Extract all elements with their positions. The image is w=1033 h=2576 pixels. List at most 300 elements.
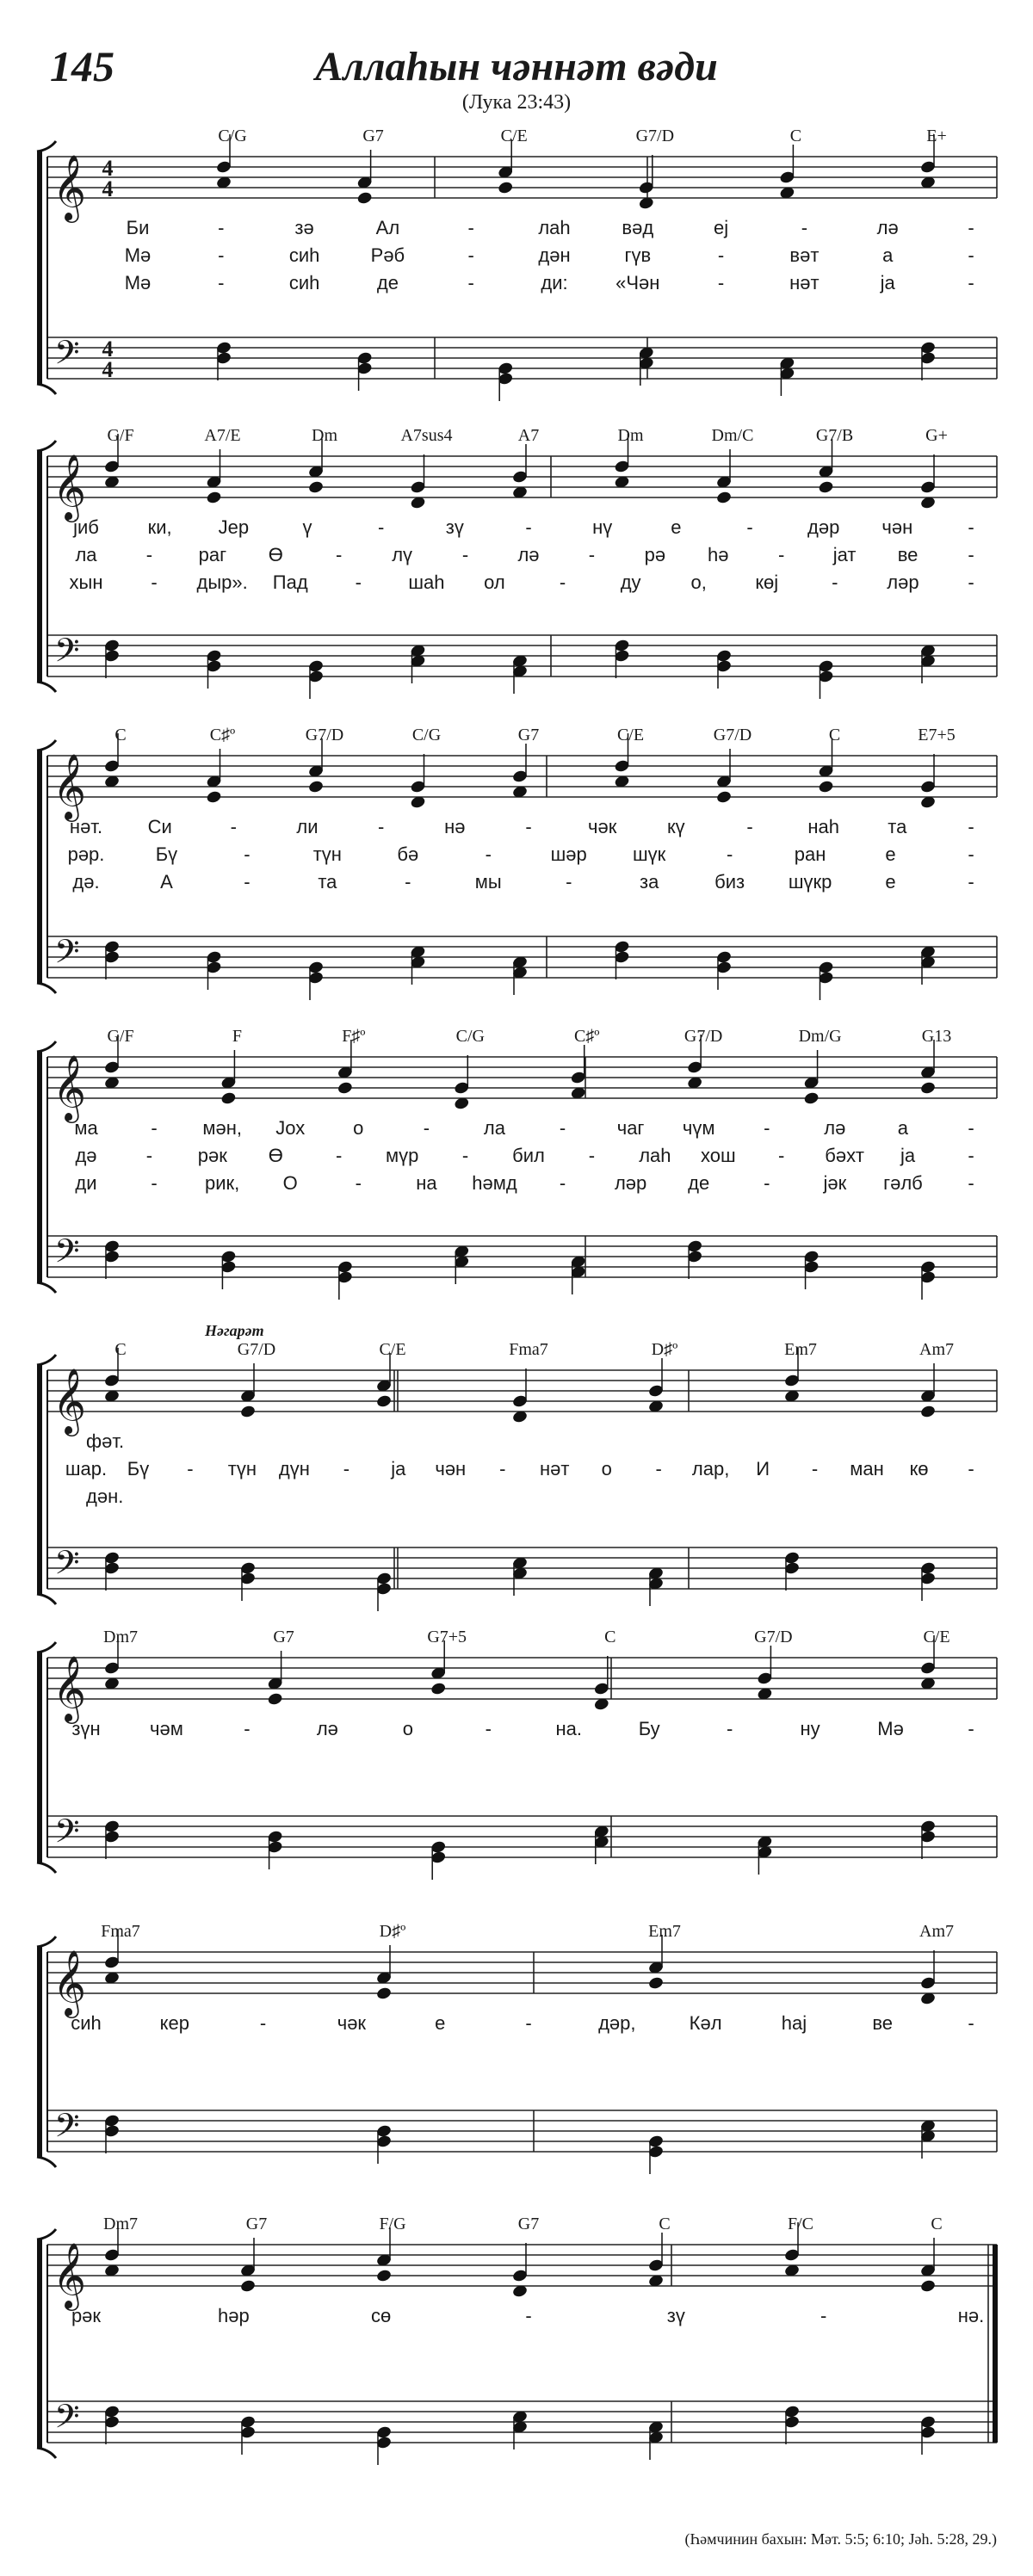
lyric-syllable: чән	[435, 1458, 467, 1480]
lyric-syllable: -	[968, 516, 974, 538]
lyric-syllable: на	[416, 1172, 437, 1194]
lyric-syllable: сө	[371, 2305, 392, 2326]
note-head	[715, 491, 732, 505]
chord-symbol: Fma7	[509, 1340, 548, 1359]
lyric-syllable: -	[726, 843, 733, 865]
lyric-syllable: ләр	[887, 571, 919, 593]
system-bracket	[37, 2239, 42, 2448]
lyric-syllable: ки,	[147, 516, 172, 538]
lyric-syllable: зә	[294, 217, 314, 238]
lyric-syllable: ү	[302, 516, 312, 538]
lyric-syllable: -	[259, 2012, 267, 2034]
lyric-syllable: -	[145, 1145, 153, 1166]
chord-symbol: D♯º	[651, 1340, 678, 1359]
lyric-syllable: -	[461, 1145, 469, 1166]
lyric-syllable: -	[655, 1458, 662, 1480]
lyric-syllable: Кәл	[689, 2012, 722, 2034]
lyric-syllable: -	[355, 571, 362, 593]
lyric-syllable: -	[717, 244, 725, 266]
system-bracket	[37, 151, 42, 384]
lyric-syllable: рик,	[205, 1172, 240, 1194]
lyric-syllable: јат	[832, 544, 857, 565]
system-4	[37, 1035, 997, 1300]
lyric-syllable: -	[218, 217, 225, 238]
lyric-syllable: -	[778, 1145, 785, 1166]
note-head	[803, 1091, 820, 1106]
chord-symbol: Dm/C	[711, 426, 754, 445]
lyric-syllable: нәт	[540, 1458, 570, 1480]
lyric-syllable: шүк	[633, 843, 666, 865]
lyric-syllable: рә	[644, 544, 666, 565]
lyric-syllable: шаһ	[408, 571, 445, 593]
lyric-syllable: һә	[708, 544, 729, 565]
note-head	[919, 2279, 936, 2294]
lyric-syllable: -	[405, 871, 411, 893]
chord-symbol: G7/D	[635, 127, 675, 145]
lyric-syllable: ди	[75, 1172, 97, 1194]
lyric-syllable: -	[467, 244, 474, 266]
chord-symbol: A7sus4	[400, 426, 453, 445]
lyric-syllable: -	[525, 816, 532, 837]
lyric-syllable: лар,	[691, 1458, 730, 1480]
note-head	[375, 2269, 392, 2283]
lyric-syllable: -	[461, 544, 469, 565]
lyric-syllable: -	[801, 217, 808, 238]
bass-clef: 𝄢	[54, 1812, 80, 1858]
chord-symbol: C	[789, 127, 802, 145]
chord-symbol: C	[931, 2215, 943, 2233]
treble-clef: 𝄞	[53, 1949, 87, 2016]
lyric-syllable: -	[244, 871, 251, 893]
time-signature-denominator: 4	[102, 357, 114, 382]
lyric-syllable: -	[968, 272, 974, 293]
lyric-syllable: -	[968, 217, 974, 238]
lyric-syllable: -	[525, 2012, 532, 2034]
chord-symbol: G7	[517, 2215, 540, 2233]
lyric-syllable: хын	[69, 571, 103, 593]
lyric-syllable: -	[151, 1117, 158, 1139]
lyric-syllable: -	[499, 1458, 506, 1480]
chord-symbol: E+	[926, 127, 947, 145]
chord-symbol: C	[114, 726, 127, 744]
lyric-syllable: мән,	[202, 1117, 242, 1139]
lyric-syllable: Рәб	[370, 244, 405, 266]
note-head	[715, 790, 732, 805]
chord-symbol: Em7	[784, 1340, 817, 1359]
note-head	[647, 1976, 664, 1991]
lyric-syllable: Пад	[272, 571, 308, 593]
lyric-syllable: сиһ	[71, 2012, 102, 2034]
bass-clef: 𝄢	[54, 1543, 80, 1590]
lyric-syllable: -	[343, 1458, 350, 1480]
bracket-hook-top	[37, 1355, 56, 1365]
lyric-syllable: о	[601, 1458, 612, 1480]
lyric-syllable: -	[218, 272, 225, 293]
note-head	[307, 780, 324, 794]
lyric-syllable: -	[485, 843, 492, 865]
note-head	[919, 1405, 936, 1419]
chord-symbol: C/E	[923, 1628, 950, 1646]
lyric-syllable: бил	[512, 1145, 545, 1166]
lyric-syllable: көј	[755, 571, 779, 593]
lyric-syllable: -	[746, 816, 753, 837]
lyric-syllable: -	[378, 516, 385, 538]
lyric-syllable: -	[467, 217, 474, 238]
chord-symbol: Am7	[919, 1922, 954, 1941]
chord-symbol: F/G	[379, 2215, 406, 2233]
lyric-syllable: лаһ	[538, 217, 571, 238]
bracket-hook-top	[37, 1642, 56, 1652]
chord-symbol: Fma7	[101, 1922, 140, 1941]
lyric-syllable: -	[559, 1117, 566, 1139]
lyric-syllable: шар.	[65, 1458, 108, 1480]
time-signature-numerator: 4	[102, 156, 114, 181]
lyric-syllable: -	[811, 1458, 819, 1480]
bass-clef: 𝄢	[54, 1232, 80, 1278]
chord-symbol: G7	[517, 726, 540, 744]
lyric-syllable: зүн	[71, 1718, 101, 1739]
lyric-syllable: на.	[555, 1718, 582, 1739]
lyric-syllable: ну	[800, 1718, 820, 1739]
lyric-syllable: -	[559, 1172, 566, 1194]
chord-symbol: E7+5	[918, 726, 956, 744]
lyric-syllable: бәхт	[825, 1145, 864, 1166]
lyric-syllable: шәр	[550, 843, 587, 865]
chord-symbol: Am7	[919, 1340, 954, 1359]
note-head	[356, 191, 373, 206]
lyric-syllable: за	[640, 871, 659, 893]
treble-clef: 𝄞	[53, 454, 87, 520]
lyric-syllable: о	[353, 1117, 364, 1139]
lyric-syllable: е	[435, 2012, 446, 2034]
lyric-syllable: -	[588, 544, 596, 565]
lyric-syllable: «Чән	[615, 272, 660, 293]
lyric-syllable: -	[378, 816, 385, 837]
chord-symbol: F♯º	[342, 1027, 366, 1046]
lyric-syllable: чәм	[150, 1718, 183, 1739]
lyric-syllable: кө	[909, 1458, 929, 1480]
lyric-syllable: -	[151, 571, 158, 593]
bracket-hook-top	[37, 141, 56, 151]
lyric-syllable: Мә	[124, 244, 152, 266]
lyric-syllable: е	[885, 871, 896, 893]
system-8	[37, 2222, 998, 2465]
bracket-hook-bottom	[37, 983, 56, 993]
lyric-syllable: түн	[312, 843, 342, 865]
lyric-syllable: наһ	[807, 816, 839, 837]
lyric-syllable: -	[764, 1117, 770, 1139]
lyric-syllable: е	[671, 516, 682, 538]
note-head	[818, 780, 834, 794]
chord-symbol: C/E	[500, 127, 528, 145]
lyric-syllable: Би	[126, 217, 150, 238]
lyric-syllable: -	[559, 571, 566, 593]
lyric-syllable: ве	[872, 2012, 894, 2034]
lyric-syllable: А	[160, 871, 173, 893]
lyric-syllable: рәр.	[67, 843, 105, 865]
note-head	[307, 480, 324, 495]
chord-symbol: Em7	[648, 1922, 681, 1941]
lyric-syllable: дән.	[86, 1486, 124, 1507]
chord-symbol: G/F	[107, 426, 134, 445]
lyric-syllable: Бу	[638, 1718, 660, 1739]
lyric-syllable: кер	[159, 2012, 189, 2034]
lyric-syllable: Мә	[877, 1718, 904, 1739]
chord-symbol: G7/D	[237, 1340, 276, 1359]
chord-symbol: Dm	[312, 426, 337, 445]
chord-symbol: C/G	[455, 1027, 485, 1046]
system-7	[37, 1930, 997, 2174]
chord-symbol: G7/D	[754, 1628, 793, 1646]
chord-symbol: G7	[245, 2215, 268, 2233]
treble-clef: 𝄞	[53, 1368, 87, 1434]
lyric-syllable: биз	[714, 871, 745, 893]
lyric-syllable: -	[968, 816, 974, 837]
bass-clef: 𝄢	[54, 2397, 80, 2443]
note-head	[498, 181, 514, 195]
lyric-syllable: чән	[881, 516, 913, 538]
bracket-hook-top	[37, 2229, 56, 2239]
lyric-syllable: дә.	[72, 871, 100, 893]
chord-symbol: G7	[273, 1628, 294, 1646]
lyric-syllable: лә	[517, 544, 540, 565]
chord-symbol: C	[114, 1340, 127, 1359]
lyric-syllable: нү	[592, 516, 613, 538]
bracket-hook-top	[37, 441, 56, 451]
lyric-syllable: -	[968, 1145, 974, 1166]
lyric-syllable: -	[525, 516, 532, 538]
treble-clef: 𝄞	[53, 1655, 87, 1721]
chord-symbol: G7+5	[427, 1628, 467, 1646]
lyric-syllable: -	[968, 1172, 974, 1194]
chord-symbol: C	[604, 1628, 616, 1646]
lyric-syllable: -	[968, 571, 974, 593]
system-2	[37, 434, 997, 699]
lyric-syllable: -	[218, 244, 225, 266]
bracket-hook-bottom	[37, 384, 56, 394]
bass-clef: 𝄢	[54, 631, 80, 677]
lyric-syllable: зү	[445, 516, 464, 538]
lyric-syllable: раг	[198, 544, 227, 565]
lyric-syllable: -	[230, 816, 237, 837]
chord-symbol: Dm/G	[798, 1027, 842, 1046]
chord-symbol: F	[232, 1027, 242, 1046]
lyric-syllable: -	[746, 516, 753, 538]
lyric-syllable: -	[820, 2305, 827, 2326]
bracket-hook-bottom	[37, 682, 56, 692]
chord-symbol: D♯º	[379, 1922, 406, 1941]
lyric-syllable: чаг	[616, 1117, 645, 1139]
system-bracket	[37, 1365, 42, 1594]
note-head	[206, 491, 222, 505]
lyric-syllable: де	[376, 272, 399, 293]
lyric-syllable: -	[968, 1458, 974, 1480]
bracket-hook-bottom	[37, 2448, 56, 2458]
chord-symbol: G7/D	[305, 726, 344, 744]
scripture-reference: (Лука 23:43)	[461, 91, 572, 114]
lyric-syllable: Бү	[127, 1458, 150, 1480]
lyric-syllable: а	[882, 244, 894, 266]
lyric-syllable: а	[897, 1117, 909, 1139]
lyric-syllable: -	[778, 544, 785, 565]
lyric-syllable: о,	[690, 571, 707, 593]
bracket-hook-top	[37, 1937, 56, 1947]
lyric-syllable: -	[968, 843, 974, 865]
lyric-syllable: фәт.	[86, 1430, 125, 1452]
hymn-title: Аллаһын чәннәт вәди	[315, 44, 718, 90]
lyric-syllable: -	[485, 1718, 492, 1739]
lyric-syllable: һәмд	[472, 1172, 517, 1194]
lyric-syllable: ма	[74, 1117, 98, 1139]
final-barline-thick	[993, 2245, 998, 2443]
lyric-syllable: ди:	[541, 272, 568, 293]
system-6	[37, 1635, 997, 1880]
lyric-syllable: -	[717, 272, 725, 293]
lyric-syllable: ја	[900, 1145, 916, 1166]
bass-clef: 𝄢	[54, 932, 80, 979]
lyric-syllable: -	[336, 544, 343, 565]
lyric-syllable: лә	[316, 1718, 338, 1739]
lyric-syllable: Ө	[268, 1145, 283, 1166]
lyric-syllable: лә	[876, 217, 899, 238]
lyric-syllable: кү	[667, 816, 685, 837]
system-bracket	[37, 451, 42, 682]
chord-symbol: G/F	[107, 1027, 134, 1046]
lyric-syllable: дыр».	[196, 571, 248, 593]
lyric-syllable: түн	[227, 1458, 257, 1480]
chord-symbol: Dm7	[103, 1628, 138, 1646]
lyric-syllable: гүв	[624, 244, 652, 266]
bracket-hook-top	[37, 1041, 56, 1052]
lyric-syllable: -	[968, 544, 974, 565]
system-5	[37, 1348, 997, 1611]
chord-symbol: A7	[517, 426, 540, 445]
lyric-syllable: -	[968, 1117, 974, 1139]
lyric-syllable: е	[885, 843, 896, 865]
lyric-syllable: шүкр	[788, 871, 832, 893]
note-head	[919, 1081, 936, 1096]
lyric-syllable: рәк	[71, 2305, 102, 2326]
lyric-syllable: -	[244, 843, 251, 865]
chord-symbol: Dm7	[103, 2215, 138, 2233]
note-head	[430, 1682, 447, 1696]
lyric-syllable: дүн	[278, 1458, 310, 1480]
lyric-syllable: ја	[391, 1458, 406, 1480]
bass-clef: 𝄢	[54, 333, 80, 380]
lyric-syllable: ман	[850, 1458, 884, 1480]
lyric-syllable: дән	[538, 244, 571, 266]
note-head	[818, 480, 834, 495]
lyric-syllable: зү	[666, 2305, 685, 2326]
lyric-syllable: һај	[781, 2012, 807, 2034]
lyric-syllable: ве	[897, 544, 919, 565]
lyric-syllable: Јох	[275, 1117, 306, 1139]
lyric-syllable: лаһ	[639, 1145, 671, 1166]
lyric-syllable: рәк	[197, 1145, 227, 1166]
lyric-syllable: сиһ	[288, 272, 320, 293]
lyric-syllable: дәр	[807, 516, 840, 538]
note-head	[220, 1091, 237, 1106]
note-head	[267, 1692, 283, 1707]
chord-symbol: G7/D	[684, 1027, 723, 1046]
lyric-syllable: ду	[620, 571, 641, 593]
lyric-syllable: -	[525, 2305, 532, 2326]
treble-clef: 𝄞	[53, 154, 87, 220]
lyric-syllable: Јер	[218, 516, 250, 538]
lyric-syllable: ран	[794, 843, 826, 865]
lyric-syllable: И	[756, 1458, 770, 1480]
lyric-syllable: ла	[75, 544, 97, 565]
lyric-syllable: О	[282, 1172, 298, 1194]
lyric-syllable: Си	[147, 816, 172, 837]
lyric-syllable: де	[688, 1172, 710, 1194]
lyric-syllable: -	[336, 1145, 343, 1166]
system-bracket	[37, 1652, 42, 1863]
chord-symbol: G+	[925, 426, 948, 445]
lyric-syllable: -	[968, 2012, 974, 2034]
lyric-syllable: лү	[392, 544, 413, 565]
lyric-syllable: -	[968, 244, 974, 266]
lyric-syllable: вәт	[789, 244, 820, 266]
bracket-hook-bottom	[37, 1594, 56, 1604]
lyric-syllable: та	[888, 816, 907, 837]
bass-clef: 𝄢	[54, 2106, 80, 2153]
lyric-syllable: -	[832, 571, 838, 593]
bracket-hook-bottom	[37, 1282, 56, 1293]
lyric-syllable: ла	[483, 1117, 506, 1139]
hymn-number: 145	[50, 42, 114, 90]
lyric-syllable: -	[355, 1172, 362, 1194]
lyric-syllable: нә.	[957, 2305, 985, 2326]
lyric-syllable: -	[151, 1172, 158, 1194]
lyric-syllable: -	[726, 1718, 733, 1739]
lyric-syllable: -	[764, 1172, 770, 1194]
system-bracket	[37, 1947, 42, 2157]
lyric-syllable: -	[244, 1718, 251, 1739]
time-signature-denominator: 4	[102, 176, 114, 201]
lyric-syllable: јиб	[73, 516, 99, 538]
lyric-syllable: Ө	[268, 544, 283, 565]
lyric-syllable: нәт.	[69, 816, 103, 837]
lyric-syllable: вәд	[622, 217, 654, 238]
lyric-syllable: ләр	[614, 1172, 647, 1194]
treble-clef: 𝄞	[53, 753, 87, 819]
lyric-syllable: һәр	[217, 2305, 250, 2326]
lyric-syllable: чәк	[337, 2012, 367, 2034]
note-head	[337, 1081, 353, 1096]
lyric-syllable: еј	[714, 217, 729, 238]
lyric-syllable: -	[145, 544, 153, 565]
lyric-syllable: нә	[444, 816, 466, 837]
chord-symbol: C/E	[379, 1340, 406, 1359]
chord-symbol: C	[659, 2215, 671, 2233]
lyric-syllable: -	[566, 871, 572, 893]
chord-symbol: Dm	[617, 426, 644, 445]
system-1	[37, 134, 997, 401]
lyric-syllable: -	[588, 1145, 596, 1166]
note-head	[375, 1394, 392, 1409]
lyric-syllable: мүр	[385, 1145, 419, 1166]
lyric-syllable: дә	[75, 1145, 97, 1166]
note-head	[239, 1405, 256, 1419]
lyric-syllable: -	[968, 1718, 974, 1739]
lyric-syllable: нәт	[789, 272, 820, 293]
chord-symbol: C	[828, 726, 841, 744]
note-head	[239, 2279, 256, 2294]
lyric-syllable: -	[187, 1458, 194, 1480]
note-head	[375, 1986, 392, 2001]
time-signature-numerator: 4	[102, 337, 114, 361]
